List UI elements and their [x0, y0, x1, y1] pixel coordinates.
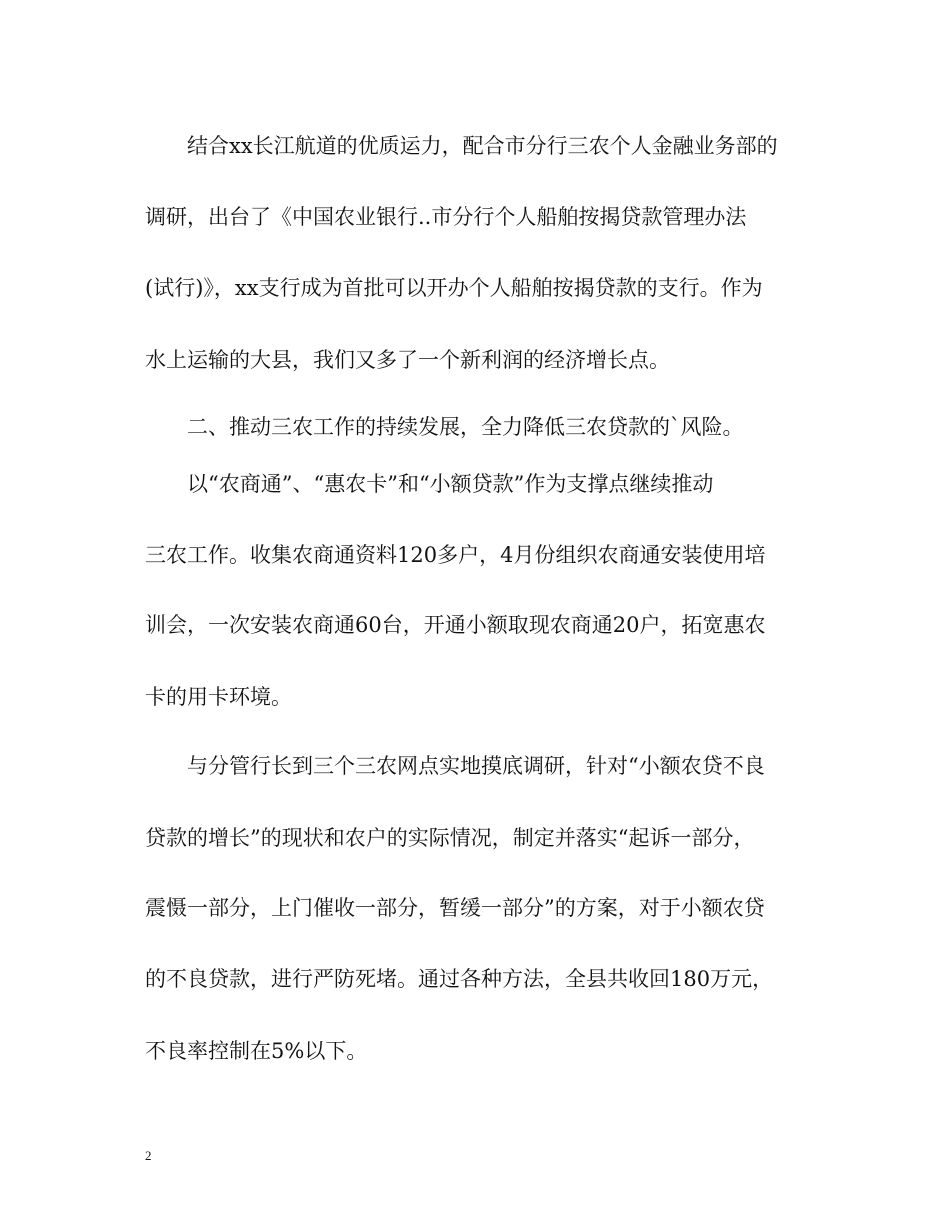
section-heading: 二、推动三农工作的持续发展，全力降低三农贷款的`风险。 — [187, 415, 744, 439]
paragraph-line: 结合xx长江航道的优质运力，配合市分行三农个人金融业务部的 — [187, 134, 778, 158]
paragraph-line: 与分管行长到三个三农网点实地摸底调研，针对“小额农贷不良 — [187, 754, 765, 778]
paragraph-line: 不良率控制在5%以下。 — [145, 1039, 368, 1063]
paragraph-line: 调研，出台了《中国农业银行..市分行个人船舶按揭贷款管理办法 — [145, 205, 747, 229]
paragraph-line: 贷款的增长”的现状和农户的实际情况，制定并落实“起诉一部分， — [145, 826, 755, 850]
page-number: 2 — [145, 1148, 152, 1163]
paragraph-line: (试行)》，xx支行成为首批可以开办个人船舶按揭贷款的支行。作为 — [145, 276, 763, 300]
paragraph-line: 以“农商通”、“惠农卡”和“小额贷款”作为支撑点继续推动 — [187, 472, 714, 496]
paragraph-line: 水上运输的大县，我们又多了一个新利润的经济增长点。 — [145, 348, 670, 372]
paragraph-line: 训会，一次安装农商通60台，开通小额取现农商通20户，拓宽惠农 — [145, 613, 766, 637]
paragraph-line: 三农工作。收集农商通资料120多户，4月份组织农商通安装使用培 — [145, 543, 766, 567]
paragraph-line: 的不良贷款，进行严防死堵。通过各种方法，全县共收回180万元， — [145, 967, 774, 991]
paragraph-line: 震慑一部分，上门催收一部分，暂缓一部分”的方案，对于小额农贷 — [145, 896, 765, 920]
paragraph-line: 卡的用卡环境。 — [145, 685, 292, 709]
